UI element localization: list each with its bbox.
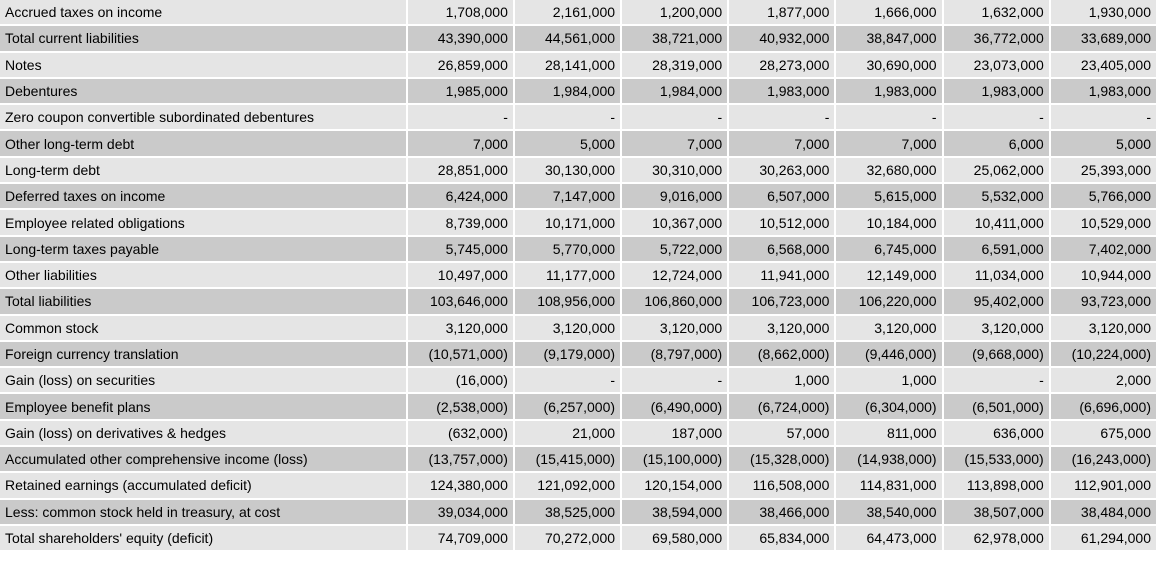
value-cell: 113,898,000	[944, 473, 1049, 497]
value-cell: 70,272,000	[515, 526, 620, 550]
value-cell: (6,257,000)	[515, 394, 620, 418]
value-cell: -	[944, 368, 1049, 392]
value-cell: 12,149,000	[836, 263, 941, 287]
value-cell: -	[944, 105, 1049, 129]
value-cell: 103,646,000	[408, 289, 513, 313]
value-cell: (6,696,000)	[1051, 394, 1156, 418]
value-cell: 30,263,000	[729, 158, 834, 182]
value-cell: 32,680,000	[836, 158, 941, 182]
row-label: Total liabilities	[0, 289, 406, 313]
value-cell: 38,721,000	[622, 26, 727, 50]
value-cell: 25,393,000	[1051, 158, 1156, 182]
value-cell: 106,723,000	[729, 289, 834, 313]
table-row	[0, 500, 1156, 524]
value-cell: 10,184,000	[836, 210, 941, 234]
value-cell: 1,983,000	[1051, 79, 1156, 103]
row-label: Long-term taxes payable	[0, 237, 406, 261]
value-cell: 1,983,000	[729, 79, 834, 103]
value-cell: 187,000	[622, 421, 727, 445]
value-cell: 11,177,000	[515, 263, 620, 287]
value-cell: 3,120,000	[836, 316, 941, 340]
value-cell: -	[408, 105, 513, 129]
value-cell: 38,466,000	[729, 500, 834, 524]
value-cell: 112,901,000	[1051, 473, 1156, 497]
value-cell: 93,723,000	[1051, 289, 1156, 313]
value-cell: 1,000	[729, 368, 834, 392]
row-label: Less: common stock held in treasury, at cost	[0, 500, 406, 524]
value-cell: -	[836, 105, 941, 129]
value-cell: 28,141,000	[515, 53, 620, 77]
value-cell: (16,000)	[408, 368, 513, 392]
row-label: Accrued taxes on income	[0, 0, 406, 24]
value-cell: 69,580,000	[622, 526, 727, 550]
value-cell: 38,594,000	[622, 500, 727, 524]
row-label: Retained earnings (accumulated deficit)	[0, 473, 406, 497]
value-cell: 5,766,000	[1051, 184, 1156, 208]
value-cell: 64,473,000	[836, 526, 941, 550]
table-row	[0, 473, 1156, 497]
row-label: Employee benefit plans	[0, 394, 406, 418]
value-cell: (6,490,000)	[622, 394, 727, 418]
table-row	[0, 447, 1156, 471]
value-cell: 61,294,000	[1051, 526, 1156, 550]
row-label: Notes	[0, 53, 406, 77]
value-cell: 23,405,000	[1051, 53, 1156, 77]
table-row	[0, 210, 1156, 234]
value-cell: 7,000	[729, 131, 834, 155]
row-label: Gain (loss) on derivatives & hedges	[0, 421, 406, 445]
row-label: Deferred taxes on income	[0, 184, 406, 208]
value-cell: 39,034,000	[408, 500, 513, 524]
value-cell: 1,666,000	[836, 0, 941, 24]
value-cell: (632,000)	[408, 421, 513, 445]
value-cell: 28,319,000	[622, 53, 727, 77]
table-row	[0, 368, 1156, 392]
value-cell: -	[515, 105, 620, 129]
value-cell: 57,000	[729, 421, 834, 445]
value-cell: 43,390,000	[408, 26, 513, 50]
value-cell: 36,772,000	[944, 26, 1049, 50]
table-row	[0, 53, 1156, 77]
value-cell: 21,000	[515, 421, 620, 445]
value-cell: 7,000	[622, 131, 727, 155]
value-cell: 74,709,000	[408, 526, 513, 550]
value-cell: (2,538,000)	[408, 394, 513, 418]
value-cell: 6,568,000	[729, 237, 834, 261]
value-cell: 10,367,000	[622, 210, 727, 234]
value-cell: 1,930,000	[1051, 0, 1156, 24]
value-cell: 8,739,000	[408, 210, 513, 234]
value-cell: (8,662,000)	[729, 342, 834, 366]
table-row	[0, 105, 1156, 129]
value-cell: 106,860,000	[622, 289, 727, 313]
table-row	[0, 26, 1156, 50]
value-cell: 120,154,000	[622, 473, 727, 497]
value-cell: 30,310,000	[622, 158, 727, 182]
value-cell: 1,983,000	[944, 79, 1049, 103]
value-cell: 5,770,000	[515, 237, 620, 261]
value-cell: 1,632,000	[944, 0, 1049, 24]
value-cell: 7,402,000	[1051, 237, 1156, 261]
value-cell: 11,034,000	[944, 263, 1049, 287]
value-cell: 7,000	[408, 131, 513, 155]
value-cell: (6,724,000)	[729, 394, 834, 418]
value-cell: (6,501,000)	[944, 394, 1049, 418]
row-label: Accumulated other comprehensive income (loss)	[0, 447, 406, 471]
value-cell: 3,120,000	[944, 316, 1049, 340]
value-cell: 23,073,000	[944, 53, 1049, 77]
value-cell: 10,944,000	[1051, 263, 1156, 287]
value-cell: 38,484,000	[1051, 500, 1156, 524]
value-cell: 38,525,000	[515, 500, 620, 524]
value-cell: 1,877,000	[729, 0, 834, 24]
value-cell: 6,000	[944, 131, 1049, 155]
value-cell: (6,304,000)	[836, 394, 941, 418]
value-cell: 5,745,000	[408, 237, 513, 261]
row-label: Other liabilities	[0, 263, 406, 287]
value-cell: 62,978,000	[944, 526, 1049, 550]
value-cell: 10,497,000	[408, 263, 513, 287]
value-cell: 30,690,000	[836, 53, 941, 77]
value-cell: 124,380,000	[408, 473, 513, 497]
value-cell: 5,722,000	[622, 237, 727, 261]
value-cell: 2,161,000	[515, 0, 620, 24]
value-cell: 10,171,000	[515, 210, 620, 234]
value-cell: 30,130,000	[515, 158, 620, 182]
value-cell: 6,507,000	[729, 184, 834, 208]
table-row	[0, 237, 1156, 261]
value-cell: (9,446,000)	[836, 342, 941, 366]
value-cell: -	[622, 368, 727, 392]
value-cell: 26,859,000	[408, 53, 513, 77]
value-cell: 1,708,000	[408, 0, 513, 24]
value-cell: 811,000	[836, 421, 941, 445]
value-cell: 40,932,000	[729, 26, 834, 50]
value-cell: 3,120,000	[622, 316, 727, 340]
value-cell: 25,062,000	[944, 158, 1049, 182]
table-row	[0, 289, 1156, 313]
value-cell: (10,224,000)	[1051, 342, 1156, 366]
value-cell: 3,120,000	[408, 316, 513, 340]
row-label: Total current liabilities	[0, 26, 406, 50]
value-cell: 10,529,000	[1051, 210, 1156, 234]
value-cell: 5,000	[515, 131, 620, 155]
value-cell: 1,200,000	[622, 0, 727, 24]
table-row	[0, 394, 1156, 418]
value-cell: -	[622, 105, 727, 129]
table-row	[0, 184, 1156, 208]
value-cell: 114,831,000	[836, 473, 941, 497]
row-label: Common stock	[0, 316, 406, 340]
value-cell: 38,507,000	[944, 500, 1049, 524]
value-cell: (15,328,000)	[729, 447, 834, 471]
row-label: Foreign currency translation	[0, 342, 406, 366]
value-cell: -	[729, 105, 834, 129]
value-cell: 7,000	[836, 131, 941, 155]
value-cell: 1,000	[836, 368, 941, 392]
table-row	[0, 131, 1156, 155]
table-row	[0, 342, 1156, 366]
value-cell: 2,000	[1051, 368, 1156, 392]
value-cell: (9,179,000)	[515, 342, 620, 366]
value-cell: 1,984,000	[622, 79, 727, 103]
table-row	[0, 263, 1156, 287]
value-cell: 636,000	[944, 421, 1049, 445]
value-cell: (13,757,000)	[408, 447, 513, 471]
value-cell: (16,243,000)	[1051, 447, 1156, 471]
value-cell: 116,508,000	[729, 473, 834, 497]
value-cell: 5,615,000	[836, 184, 941, 208]
table-row	[0, 0, 1156, 24]
value-cell: 6,424,000	[408, 184, 513, 208]
value-cell: 10,411,000	[944, 210, 1049, 234]
value-cell: 675,000	[1051, 421, 1156, 445]
value-cell: 6,745,000	[836, 237, 941, 261]
value-cell: 106,220,000	[836, 289, 941, 313]
value-cell: -	[515, 368, 620, 392]
value-cell: 3,120,000	[515, 316, 620, 340]
value-cell: 6,591,000	[944, 237, 1049, 261]
value-cell: 28,273,000	[729, 53, 834, 77]
value-cell: 9,016,000	[622, 184, 727, 208]
row-label: Long-term debt	[0, 158, 406, 182]
value-cell: 38,847,000	[836, 26, 941, 50]
row-label: Zero coupon convertible subordinated debentures	[0, 105, 406, 129]
value-cell: 1,985,000	[408, 79, 513, 103]
value-cell: 11,941,000	[729, 263, 834, 287]
value-cell: 1,983,000	[836, 79, 941, 103]
row-label: Total shareholders' equity (deficit)	[0, 526, 406, 550]
value-cell: (15,100,000)	[622, 447, 727, 471]
value-cell: 121,092,000	[515, 473, 620, 497]
value-cell: (8,797,000)	[622, 342, 727, 366]
value-cell: 65,834,000	[729, 526, 834, 550]
value-cell: 28,851,000	[408, 158, 513, 182]
value-cell: 95,402,000	[944, 289, 1049, 313]
row-label: Debentures	[0, 79, 406, 103]
value-cell: -	[1051, 105, 1156, 129]
value-cell: 1,984,000	[515, 79, 620, 103]
value-cell: 3,120,000	[1051, 316, 1156, 340]
value-cell: 5,000	[1051, 131, 1156, 155]
value-cell: 12,724,000	[622, 263, 727, 287]
table-row	[0, 526, 1156, 550]
value-cell: (9,668,000)	[944, 342, 1049, 366]
value-cell: 33,689,000	[1051, 26, 1156, 50]
value-cell: 10,512,000	[729, 210, 834, 234]
value-cell: (15,533,000)	[944, 447, 1049, 471]
value-cell: 44,561,000	[515, 26, 620, 50]
table-row	[0, 79, 1156, 103]
row-label: Employee related obligations	[0, 210, 406, 234]
value-cell: 5,532,000	[944, 184, 1049, 208]
value-cell: 108,956,000	[515, 289, 620, 313]
value-cell: 3,120,000	[729, 316, 834, 340]
row-label: Gain (loss) on securities	[0, 368, 406, 392]
value-cell: (14,938,000)	[836, 447, 941, 471]
table-row	[0, 421, 1156, 445]
value-cell: 7,147,000	[515, 184, 620, 208]
table-row	[0, 158, 1156, 182]
row-label: Other long-term debt	[0, 131, 406, 155]
table-row	[0, 316, 1156, 340]
value-cell: 38,540,000	[836, 500, 941, 524]
value-cell: (15,415,000)	[515, 447, 620, 471]
value-cell: (10,571,000)	[408, 342, 513, 366]
